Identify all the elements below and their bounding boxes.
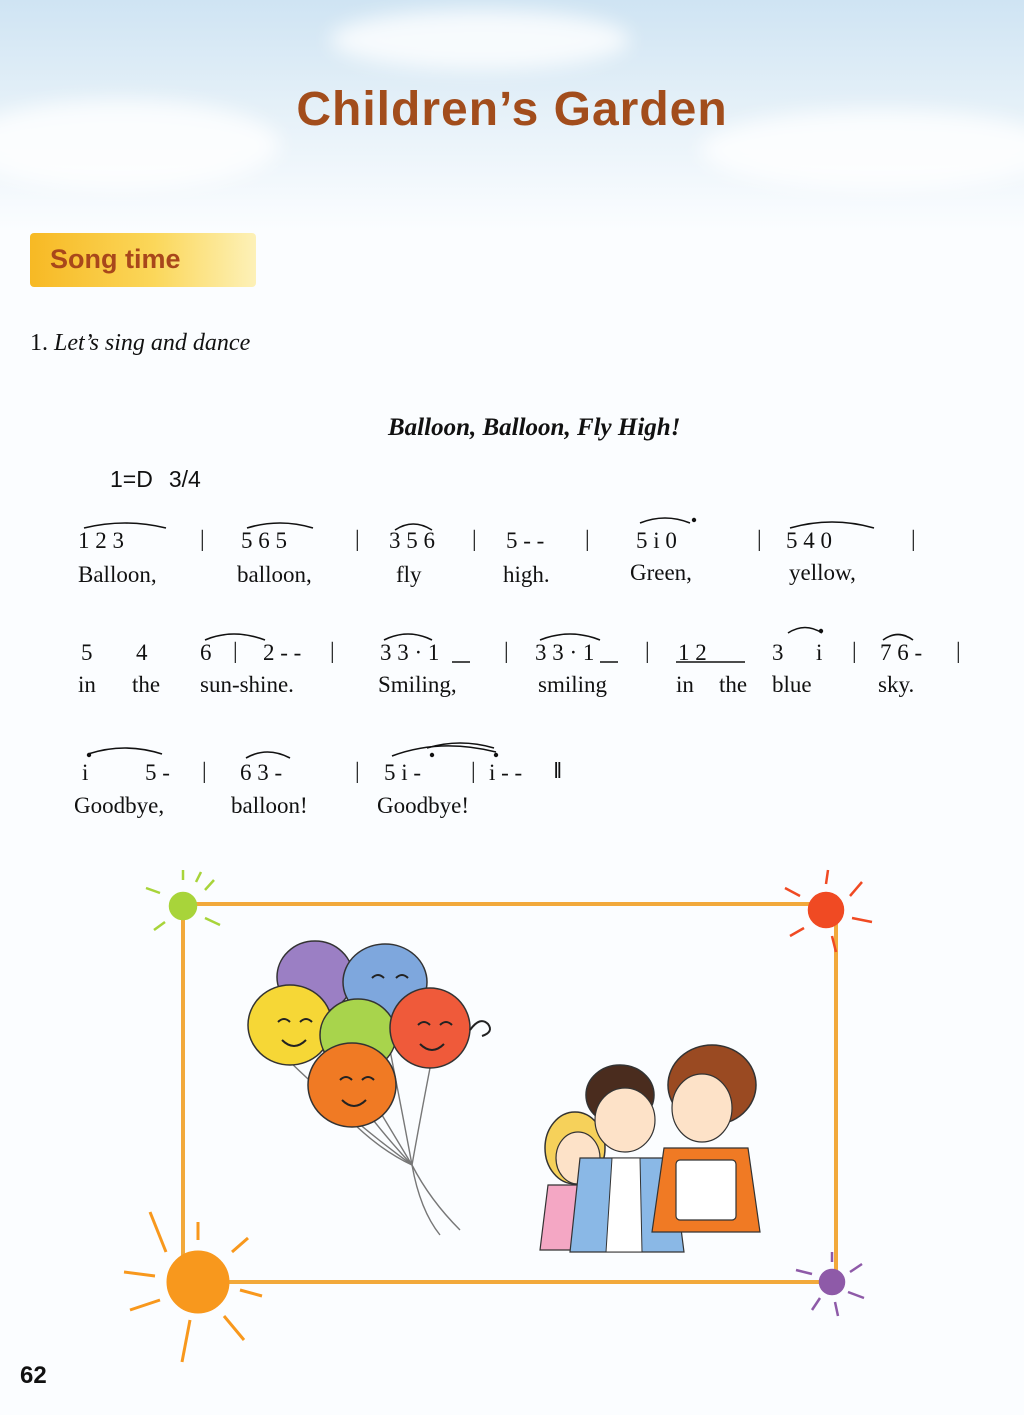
note-group: 5 - - bbox=[506, 528, 545, 553]
lyric-word: sky. bbox=[878, 672, 915, 697]
note: 4 bbox=[136, 640, 148, 665]
note-group: 3 5 6 bbox=[389, 528, 435, 553]
barline: | bbox=[757, 526, 762, 551]
note-group: 3 3 · 1 bbox=[380, 640, 440, 665]
key: 1=D bbox=[110, 466, 153, 492]
lyric-word: high. bbox=[503, 562, 550, 587]
lyric-word: balloon, bbox=[237, 562, 312, 587]
instruction-number: 1. bbox=[30, 330, 48, 356]
lyric-word: in bbox=[676, 672, 694, 697]
barline: | bbox=[200, 526, 205, 551]
section-label: Song time bbox=[50, 244, 181, 274]
lyric-word: the bbox=[719, 672, 748, 697]
lyric-word: Balloon, bbox=[78, 562, 157, 587]
lyric-word: fly bbox=[396, 562, 422, 587]
lyric-word: Green, bbox=[630, 560, 692, 585]
song-title: Balloon, Balloon, Fly High! bbox=[388, 414, 681, 441]
note-group: 5 i 0 bbox=[636, 528, 677, 553]
note-group: 5 i - bbox=[384, 760, 422, 785]
note-group: 7 6 - bbox=[880, 640, 923, 665]
note-group: 3 3 · 1 bbox=[535, 640, 595, 665]
lyric-word: Goodbye! bbox=[377, 793, 469, 818]
barline: | bbox=[585, 526, 590, 551]
lyric-word: yellow, bbox=[789, 560, 856, 585]
note-group: 5 - bbox=[145, 760, 170, 785]
note: i bbox=[82, 760, 89, 785]
barline: | bbox=[852, 638, 857, 663]
barline: | bbox=[956, 638, 961, 663]
lyric-word: Smiling, bbox=[378, 672, 457, 697]
balloons-icon bbox=[248, 941, 490, 1127]
note: 5 bbox=[81, 640, 93, 665]
barline: | bbox=[472, 526, 477, 551]
lyric-word: smiling bbox=[538, 672, 608, 697]
barline: | bbox=[911, 526, 916, 551]
barline: | bbox=[645, 638, 650, 663]
barline: | bbox=[355, 526, 360, 551]
barline: | bbox=[504, 638, 509, 663]
time-signature: 3/4 bbox=[168, 466, 201, 492]
instruction-text: Let’s sing and dance bbox=[54, 330, 251, 356]
note-group: 1 2 3 bbox=[78, 528, 124, 553]
page-number: 62 bbox=[20, 1362, 47, 1389]
note-group: 6 3 - bbox=[240, 760, 283, 785]
lyric-word: the bbox=[132, 672, 161, 697]
page-title: Children’s Garden bbox=[296, 83, 728, 136]
note-group: 5 4 0 bbox=[786, 528, 832, 553]
lyric-word: balloon! bbox=[231, 793, 308, 818]
note-group: 1 2 bbox=[678, 640, 707, 665]
red-splash-icon bbox=[785, 870, 872, 952]
barline: | bbox=[202, 758, 207, 783]
note: 6 bbox=[200, 640, 212, 665]
barline: | bbox=[355, 758, 360, 783]
barline: | bbox=[330, 638, 335, 663]
lyric-word: blue bbox=[772, 672, 812, 697]
barline: | bbox=[471, 758, 476, 783]
lyric-word: sun-shine. bbox=[200, 672, 294, 697]
note: i bbox=[816, 640, 823, 665]
barline: | bbox=[233, 638, 238, 663]
end-barline: ‖ bbox=[554, 758, 562, 783]
note-group: 5 6 5 bbox=[241, 528, 287, 553]
lyric-word: Goodbye, bbox=[74, 793, 165, 818]
note: 3 bbox=[772, 640, 784, 665]
lyric-word: in bbox=[78, 672, 96, 697]
note-group: 2 - - bbox=[263, 640, 302, 665]
orange-sun-splash-icon bbox=[124, 1212, 262, 1362]
note-group: i - - bbox=[489, 760, 523, 785]
children-illustration bbox=[540, 1045, 760, 1252]
